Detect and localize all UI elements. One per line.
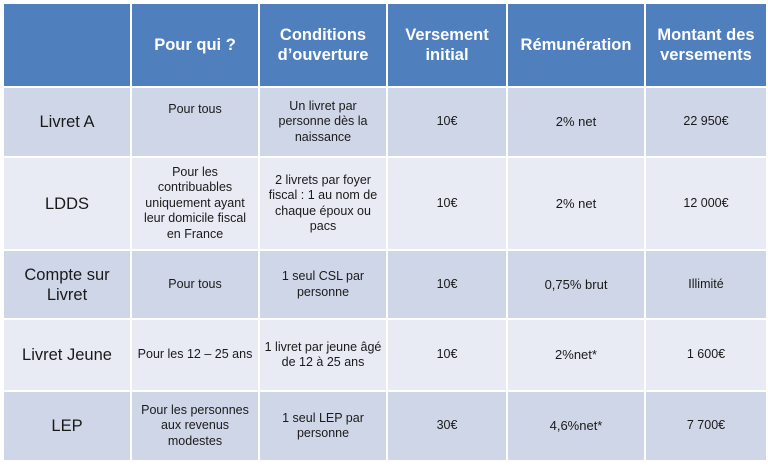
cell-pour-qui: Pour tous (131, 250, 259, 319)
cell-montant: 7 700€ (645, 391, 767, 461)
cell-pour-qui (131, 87, 259, 157)
cell-conditions: 1 seul CSL par personne (259, 250, 387, 319)
cell-remuneration: 2%net* (507, 319, 645, 391)
cell-remuneration: 0,75% brut (507, 250, 645, 319)
cell-montant: 22 950€ (645, 87, 767, 157)
savings-comparison-table (2, 2, 768, 462)
cell-versement: 10€ (387, 157, 507, 250)
row-label: Livret Jeune (3, 319, 131, 391)
cell-remuneration: 4,6%net* (507, 391, 645, 461)
header-row (3, 3, 767, 87)
table-row (3, 391, 767, 461)
cell-montant: 1 600€ (645, 319, 767, 391)
cell-pour-qui: Pour les personnes aux revenus modestes (131, 391, 259, 461)
table-row (3, 157, 767, 250)
cell-pour-qui: Pour les contribuables uniquement ayant leur domicile fiscal en France (131, 157, 259, 250)
cell-conditions: 1 seul LEP par personne (259, 391, 387, 461)
table-row (3, 87, 767, 157)
cell-conditions: Un livret par personne dès la naissance (259, 87, 387, 157)
row-label: Livret A (3, 87, 131, 157)
header-versement-initial: Versement initial (387, 3, 507, 87)
header-montant: Montant des versements (645, 3, 767, 87)
cell-remuneration: 2% net (507, 157, 645, 250)
cell-text: Pour tous (168, 102, 222, 117)
cell-conditions: 2 livrets par foyer fiscal : 1 au nom de chaque époux ou pacs (259, 157, 387, 250)
row-label: LDDS (3, 157, 131, 250)
header-remuneration: Rémunération (507, 3, 645, 87)
header-empty (3, 3, 131, 87)
cell-montant: 12 000€ (645, 157, 767, 250)
cell-remuneration: 2% net (507, 87, 645, 157)
header-conditions: Conditions d’ouverture (259, 3, 387, 87)
header-pour-qui: Pour qui ? (131, 3, 259, 87)
row-label: Compte sur Livret (3, 250, 131, 319)
cell-versement: 30€ (387, 391, 507, 461)
cell-conditions: 1 livret par jeune âgé de 12 à 25 ans (259, 319, 387, 391)
cell-versement: 10€ (387, 250, 507, 319)
cell-versement: 10€ (387, 87, 507, 157)
cell-versement: 10€ (387, 319, 507, 391)
table-row (3, 250, 767, 319)
cell-montant: Illimité (645, 250, 767, 319)
cell-pour-qui: Pour les 12 – 25 ans (131, 319, 259, 391)
row-label: LEP (3, 391, 131, 461)
table-row (3, 319, 767, 391)
